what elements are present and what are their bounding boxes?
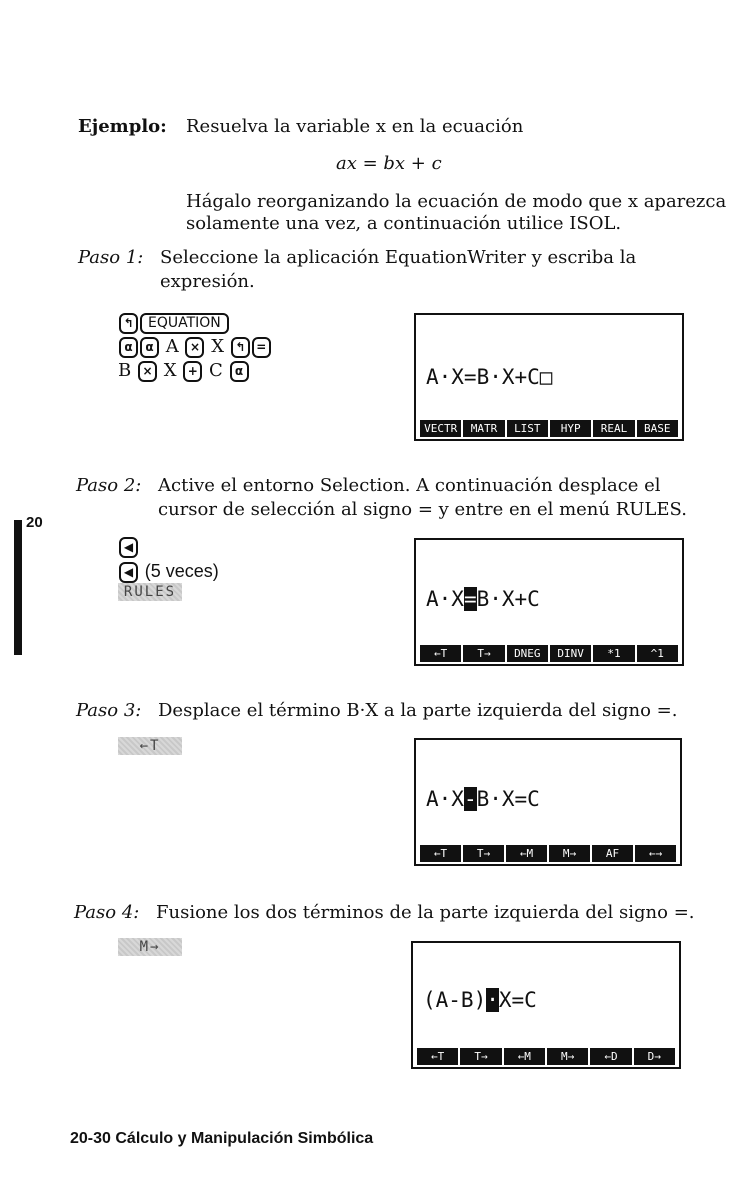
paso4-label: Paso 4: xyxy=(74,902,140,923)
menu-key: HYP xyxy=(550,420,591,437)
letter-x: X xyxy=(163,360,177,381)
left-shift-key-icon: ↰ xyxy=(231,337,250,358)
paso2-label: Paso 2: xyxy=(76,475,142,496)
menu-key: MATR xyxy=(463,420,504,437)
calculator-screen-3 xyxy=(414,738,682,866)
paso1-keys-row3 xyxy=(118,358,250,384)
menu-key: *1 xyxy=(593,645,634,662)
merge-softkey: M→ xyxy=(118,938,182,956)
chapter-side-bar xyxy=(14,520,22,655)
menu-key: REAL xyxy=(593,420,634,437)
menu-key: T→ xyxy=(463,645,504,662)
paso1-line1: Seleccione la aplicación EquationWriter y escriba la xyxy=(160,247,637,268)
paso4-line: Fusione los dos términos de la parte izquierda del signo =. xyxy=(156,902,695,923)
ejemplo-equation: ax = bx + c xyxy=(336,153,442,174)
menu-key: M→ xyxy=(547,1048,588,1065)
times-key-icon: × xyxy=(138,361,157,382)
screen-expression: A·X-B·X=C xyxy=(426,787,540,811)
screen-expression: (A-B)·X=C xyxy=(423,988,537,1012)
paso1-keys-row1 xyxy=(118,310,230,336)
left-arrow-key-icon: ◀ xyxy=(119,537,138,558)
ejemplo-para-line1: Hágalo reorganizando la ecuación de modo que x aparezca xyxy=(186,191,727,212)
menu-key: ←M xyxy=(504,1048,545,1065)
alpha-key-icon: α xyxy=(230,361,249,382)
times-text: (5 veces) xyxy=(144,561,219,581)
paso1-line2: expresión. xyxy=(160,271,255,292)
menu-key: AF xyxy=(592,845,633,862)
menu-bar xyxy=(417,1048,675,1065)
rules-softkey: RULES xyxy=(118,583,182,601)
left-arrow-key-icon: ◀ xyxy=(119,562,138,583)
menu-key: T→ xyxy=(463,845,504,862)
alpha-key-icon: α xyxy=(119,337,138,358)
letter-a: A xyxy=(165,336,179,357)
menu-key: D→ xyxy=(634,1048,675,1065)
chapter-number: 20 xyxy=(26,514,43,531)
paso1-label: Paso 1: xyxy=(78,247,144,268)
menu-key: ←T xyxy=(420,645,461,662)
calculator-screen-1 xyxy=(414,313,684,441)
paso3-label: Paso 3: xyxy=(76,700,142,721)
left-term-softkey: ←T xyxy=(118,737,182,755)
alpha-key-icon: α xyxy=(140,337,159,358)
menu-key: M→ xyxy=(549,845,590,862)
menu-key: ←M xyxy=(506,845,547,862)
menu-key: ←T xyxy=(417,1048,458,1065)
letter-x: X xyxy=(211,336,225,357)
paso2-line2: cursor de selección al signo = y entre en el menú RULES. xyxy=(158,499,687,520)
plus-key-icon: + xyxy=(183,361,202,382)
ejemplo-label: Ejemplo: xyxy=(78,116,167,137)
menu-key: ←T xyxy=(420,845,461,862)
menu-key: VECTR xyxy=(420,420,461,437)
menu-bar xyxy=(420,420,678,437)
calculator-screen-4 xyxy=(411,941,681,1069)
equals-key-icon: = xyxy=(252,337,271,358)
letter-b: B xyxy=(118,360,132,381)
ejemplo-text: Resuelva la variable x en la ecuación xyxy=(186,116,524,137)
menu-key: LIST xyxy=(507,420,548,437)
paso2-line1: Active el entorno Selection. A continuación desplace el xyxy=(158,475,661,496)
menu-key: ^1 xyxy=(637,645,678,662)
paso2-keys-row2 xyxy=(118,558,219,585)
menu-key: ←D xyxy=(590,1048,631,1065)
letter-c: C xyxy=(209,360,223,381)
menu-key: DINV xyxy=(550,645,591,662)
menu-key: T→ xyxy=(460,1048,501,1065)
page-footer: 20-30 Cálculo y Manipulación Simbólica xyxy=(70,1130,374,1147)
ejemplo-para-line2: solamente una vez, a continuación utilice ISOL. xyxy=(186,213,622,234)
times-key-icon: × xyxy=(185,337,204,358)
paso3-line: Desplace el término B·X a la parte izquierda del signo =. xyxy=(158,700,678,721)
left-shift-key-icon: ↰ xyxy=(119,313,138,334)
calculator-screen-2 xyxy=(414,538,684,666)
menu-key: BASE xyxy=(637,420,678,437)
menu-bar xyxy=(420,645,678,662)
screen-expression: A·X=B·X+C□ xyxy=(426,365,553,389)
paso1-keys-row2 xyxy=(118,334,272,360)
menu-bar xyxy=(420,845,676,862)
equation-key: EQUATION xyxy=(140,313,229,334)
menu-key: DNEG xyxy=(507,645,548,662)
menu-key: ←→ xyxy=(635,845,676,862)
screen-expression: A·X=B·X+C xyxy=(426,587,540,611)
paso2-keys-row1 xyxy=(118,534,139,560)
